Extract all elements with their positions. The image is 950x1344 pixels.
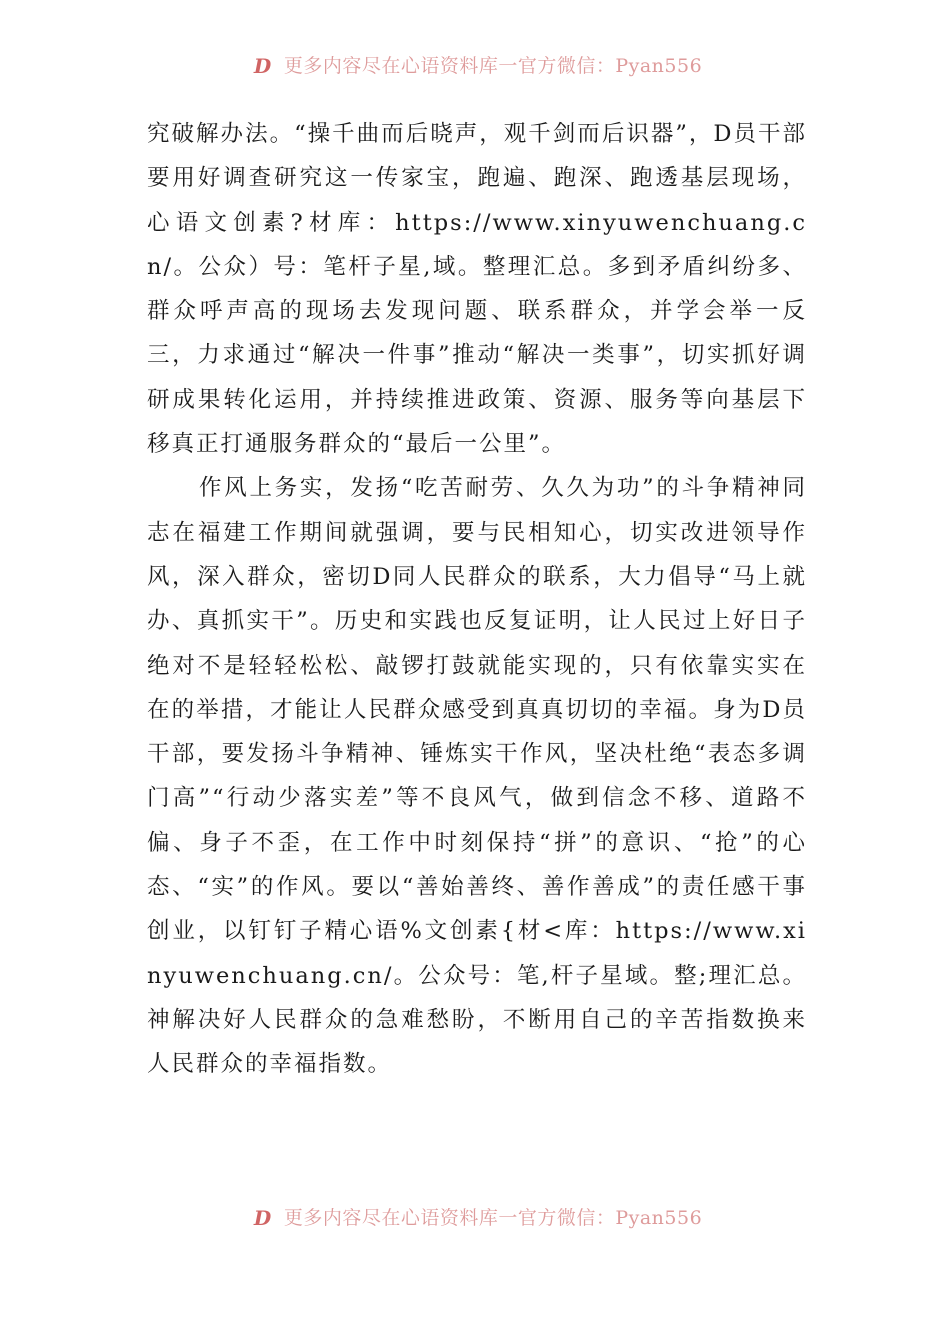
paragraph-2: 作风上务实，发扬“吃苦耐劳、久久为功”的斗争精神同志在福建工作期间就强调，要与民相知心，切实改进领导作风，深入群众，密切D同人民群众的联系，大力倡导“马上就办、真抓实干”。历史和实践也反复证明，让人民过上好日子绝对不是轻轻松松、敲锣打鼓就能实现的，只有依靠实实在在的举措，才能让人民群众感受到真真切切的幸福。身为D员干部，要发扬斗争精神、锤炼实干作风，坚决杜绝“表态多调门高”“行动少落实差”等不良风气，做到信念不移、道路不偏、身子不歪，在工作中时刻保持“拼”的意识、“抢”的心态、“实”的作风。要以“善始善终、善作善成”的责任感干事创业，以钉钉子精心语%文创素{材<库：https://www.xinyuwenchuang.cn/。公众号：笔,杆子星域。整;理汇总。神解决好人民群众的急难愁盼，不断用自己的辛苦指数换来人民群众的幸福指数。 [147,475,807,1078]
footer-watermark-text: 更多内容尽在心语资料库一官方微信：Pyan556 [283,1208,703,1229]
paragraph-1: 究破解办法。“操千曲而后晓声，观千剑而后识器”，D员干部要用好调查研究这一传家宝，跑遍、跑深、跑透基层现场，心语文创素?材库：https://www.xinyuwenchuang.cn/。公众）号：笔杆子星,域。整理汇总。多到矛盾纠纷多、群众呼声高的现场去发现问题、联系群众，并学会举一反三，力求通过“解决一件事”推动“解决一类事”，切实抓好调研成果转化运用，并持续推进政策、资源、服务等向基层下移真正打通服务群众的“最后一公里”。 [147,121,807,458]
footer-watermark [0,1208,950,1230]
header-watermark [0,56,950,78]
document-body [147,112,807,1087]
watermark-logo-icon: D [253,56,272,78]
watermark-logo-icon: D [253,1208,272,1230]
header-watermark-text: 更多内容尽在心语资料库一官方微信：Pyan556 [283,56,703,77]
